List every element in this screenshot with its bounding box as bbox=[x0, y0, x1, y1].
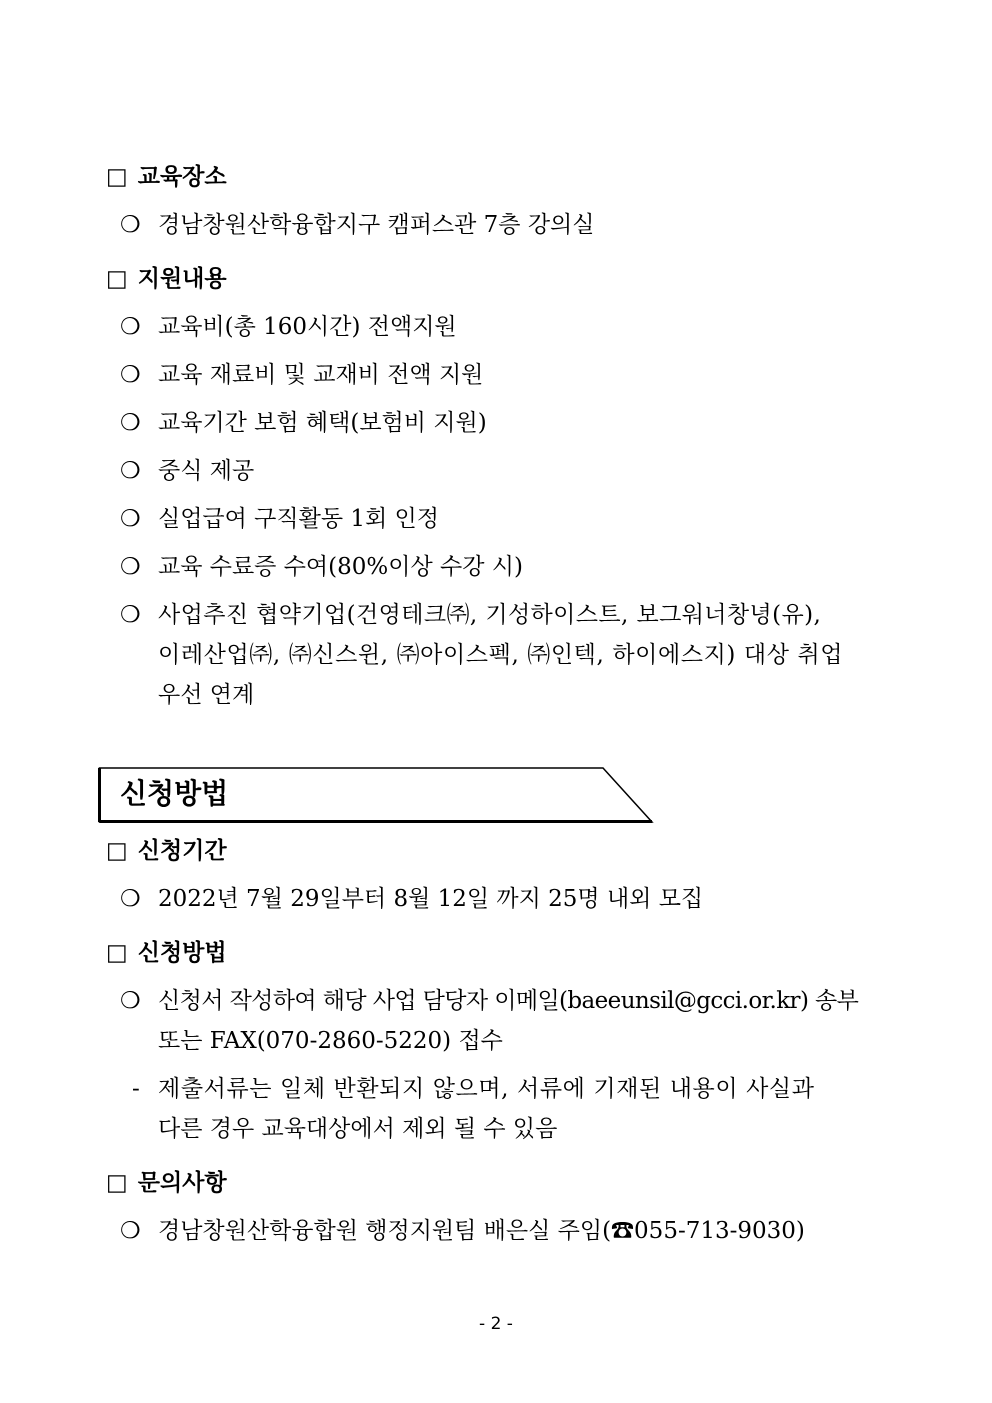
circle-bullet-icon: ❍ bbox=[120, 988, 141, 1014]
section-heading-venue bbox=[106, 162, 227, 192]
circle-bullet-icon: ❍ bbox=[120, 506, 141, 532]
circle-bullet-icon: ❍ bbox=[120, 410, 141, 436]
section-heading-period bbox=[106, 836, 227, 866]
circle-bullet-icon: ❍ bbox=[120, 314, 141, 340]
note-continuation: 다른 경우 교육대상에서 제외 될 수 있음 bbox=[158, 1116, 558, 1142]
checkbox-square-icon: □ bbox=[106, 1170, 128, 1196]
list-item-text: 교육비(총 160시간) 전액지원 bbox=[158, 314, 457, 340]
list-item bbox=[120, 408, 900, 438]
list-item bbox=[120, 986, 900, 1016]
list-item-text: 교육 수료증 수여(80%이상 수강 시) bbox=[158, 554, 523, 580]
list-item-text: 실업급여 구직활동 1회 인정 bbox=[158, 506, 439, 532]
dash-bullet: - bbox=[132, 1076, 141, 1102]
list-item bbox=[120, 210, 900, 240]
list-item-text: 교육기간 보험 혜택(보험비 지원) bbox=[158, 410, 487, 436]
list-item-text: 중식 제공 bbox=[158, 458, 255, 484]
list-item-text: 경남창원산학융합지구 캠퍼스관 7층 강의실 bbox=[158, 212, 595, 238]
circle-bullet-icon: ❍ bbox=[120, 886, 141, 912]
list-item-continuation: 이레산업㈜, ㈜신스윈, ㈜아이스펙, ㈜인텍, 하이에스지) 대상 취업 bbox=[158, 642, 844, 668]
checkbox-square-icon: □ bbox=[106, 940, 128, 966]
list-item bbox=[120, 1216, 900, 1246]
note-text: 제출서류는 일체 반환되지 않으며, 서류에 기재된 내용이 사실과 bbox=[158, 1076, 815, 1102]
list-item bbox=[120, 600, 900, 630]
section-heading-contact bbox=[106, 1168, 227, 1198]
circle-bullet-icon: ❍ bbox=[120, 212, 141, 238]
circle-bullet-icon: ❍ bbox=[120, 1218, 141, 1244]
section-heading-method bbox=[106, 938, 227, 968]
list-item-text: 신청서 작성하여 해당 사업 담당자 이메일(baeeunsil@gcci.or.kr) 송부 bbox=[158, 988, 859, 1014]
circle-bullet-icon: ❍ bbox=[120, 362, 141, 388]
list-item-text: 2022년 7월 29일부터 8월 12일 까지 25명 내외 모집 bbox=[158, 886, 704, 912]
list-item bbox=[120, 312, 900, 342]
list-item bbox=[120, 884, 900, 914]
list-item-continuation: 또는 FAX(070-2860-5220) 접수 bbox=[158, 1028, 503, 1054]
list-item-text: 사업추진 협약기업(건영테크㈜, 기성하이스트, 보그워너창녕(유), bbox=[158, 602, 822, 628]
section-banner bbox=[98, 766, 654, 824]
list-item-text: 경남창원산학융합원 행정지원팀 배은실 주임(☎055-713-9030) bbox=[158, 1218, 805, 1244]
list-item bbox=[120, 552, 900, 582]
section-heading-support bbox=[106, 264, 227, 294]
list-item-continuation: 우선 연계 bbox=[158, 682, 255, 708]
section-heading-text: 신청방법 bbox=[137, 940, 227, 966]
circle-bullet-icon: ❍ bbox=[120, 458, 141, 484]
page-number: - 2 - bbox=[479, 1314, 513, 1334]
section-heading-text: 문의사항 bbox=[137, 1170, 227, 1196]
checkbox-square-icon: □ bbox=[106, 164, 128, 190]
section-heading-text: 교육장소 bbox=[137, 164, 227, 190]
checkbox-square-icon: □ bbox=[106, 266, 128, 292]
circle-bullet-icon: ❍ bbox=[120, 554, 141, 580]
list-item bbox=[120, 456, 900, 486]
list-item bbox=[120, 360, 900, 390]
note-item bbox=[132, 1074, 902, 1104]
section-heading-text: 신청기간 bbox=[137, 838, 227, 864]
banner-title: 신청방법 bbox=[120, 777, 229, 810]
list-item-text: 교육 재료비 및 교재비 전액 지원 bbox=[158, 362, 484, 388]
checkbox-square-icon: □ bbox=[106, 838, 128, 864]
list-item bbox=[120, 504, 900, 534]
section-heading-text: 지원내용 bbox=[137, 266, 227, 292]
circle-bullet-icon: ❍ bbox=[120, 602, 142, 628]
